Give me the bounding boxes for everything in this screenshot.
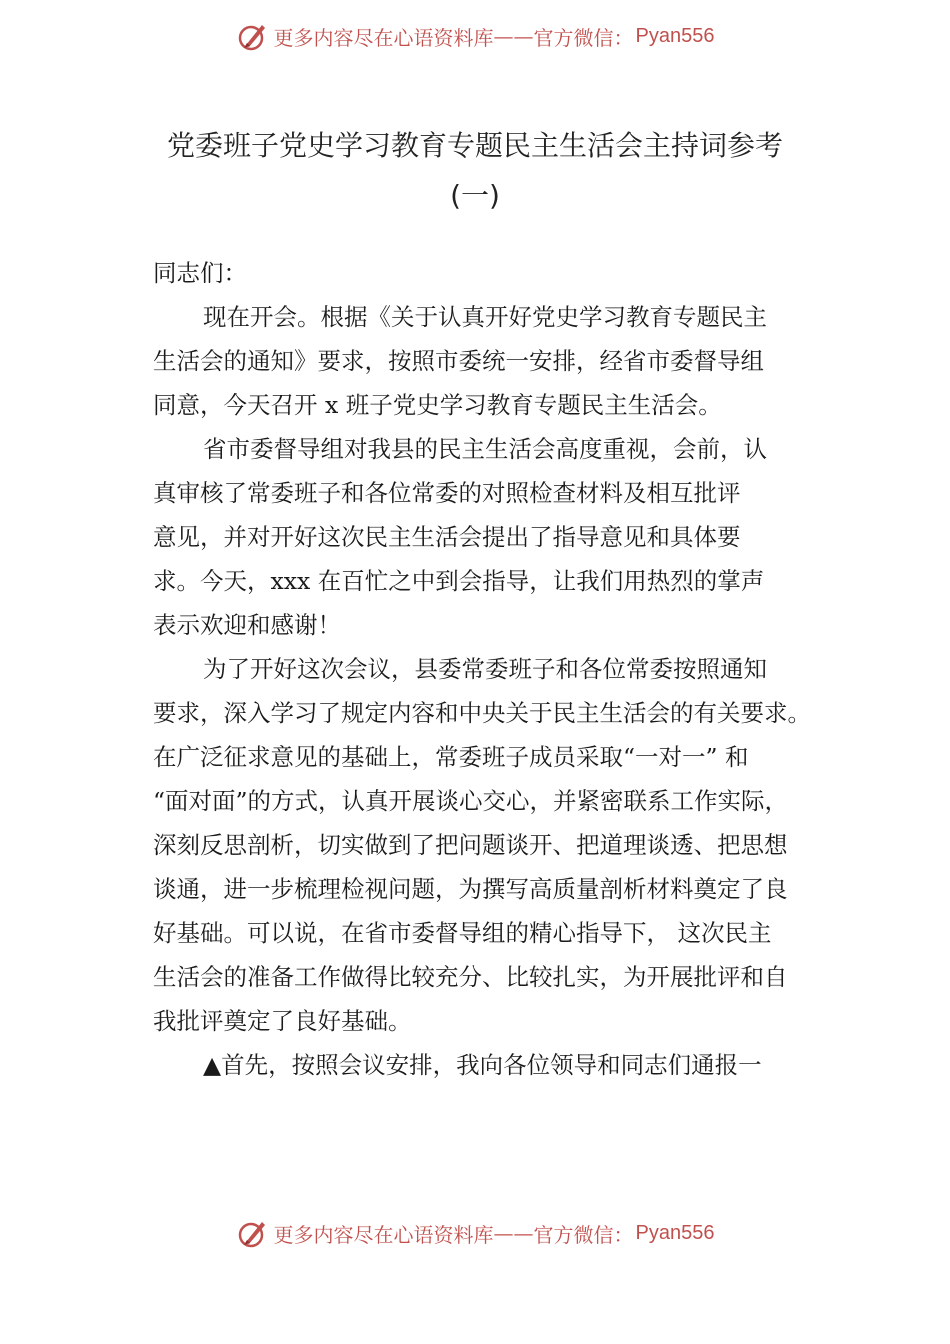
paragraph-line: 意见，并对开好这次民主生活会提出了指导意见和具体要 bbox=[153, 523, 741, 551]
paragraph-line: 为了开好这次会议，县委常委班子和各位常委按照通知 bbox=[203, 655, 767, 683]
document-body bbox=[153, 251, 833, 1087]
paragraph-line: 谈通，进一步梳理检视问题，为撰写高质量剖析材料奠定了良 bbox=[153, 875, 788, 903]
paragraph-line: 表示欢迎和感谢！ bbox=[153, 611, 341, 639]
paragraph-line: 省市委督导组对我县的民主生活会高度重视，会前，认 bbox=[203, 435, 767, 463]
paragraph-line: 在广泛征求意见的基础上，常委班子成员采取“一对一” 和 bbox=[153, 743, 749, 771]
brand-text: 更多内容尽在心语资料库 bbox=[273, 25, 494, 50]
paragraph-line: 真审核了常委班子和各位常委的对照检查材料及相互批评 bbox=[153, 479, 741, 507]
separator-dash: —— bbox=[493, 1221, 534, 1245]
paragraph-line: 生活会的准备工作做得比较充分、比较扎实，为开展批评和自 bbox=[153, 963, 788, 991]
paragraph-line: “面对面”的方式，认真开展谈心交心，并紧密联系工作实际， bbox=[153, 787, 789, 815]
document-title-number: (一) bbox=[450, 179, 500, 212]
footer-banner bbox=[0, 1213, 950, 1253]
header-banner bbox=[0, 16, 950, 56]
brand-text: 更多内容尽在心语资料库 bbox=[273, 1222, 494, 1247]
paragraph-line: 我批评奠定了良好基础。 bbox=[153, 1007, 412, 1035]
wechat-id: Pyan556 bbox=[635, 24, 715, 47]
wechat-label: 官方微信： bbox=[533, 1222, 634, 1247]
quill-logo-icon bbox=[236, 1216, 270, 1250]
paragraph-line: ▲首先，按照会议安排，我向各位领导和同志们通报一 bbox=[203, 1051, 762, 1079]
paragraph-line: 生活会的通知》要求，按照市委统一安排，经省市委督导组 bbox=[153, 347, 764, 375]
paragraph-line: 求。今天，xxx 在百忙之中到会指导，让我们用热烈的掌声 bbox=[153, 567, 765, 595]
quill-logo-icon bbox=[236, 19, 270, 53]
document-title: 党委班子党史学习教育专题民主生活会主持词参考 bbox=[166, 129, 783, 162]
paragraph-line: 现在开会。根据《关于认真开好党史学习教育专题民主 bbox=[203, 303, 767, 331]
paragraph-line: 好基础。可以说，在省市委督导组的精心指导下， 这次民主 bbox=[153, 919, 772, 947]
paragraph-line: 同意，今天召开 x 班子党史学习教育专题民主生活会。 bbox=[153, 391, 722, 419]
wechat-id: Pyan556 bbox=[635, 1221, 715, 1244]
wechat-label: 官方微信： bbox=[533, 25, 634, 50]
paragraph-line: 深刻反思剖析，切实做到了把问题谈开、把道理谈透、把思想 bbox=[153, 831, 788, 859]
separator-dash: —— bbox=[493, 24, 534, 48]
paragraph-line: 要求，深入学习了规定内容和中央关于民主生活会的有关要求。 bbox=[153, 699, 811, 727]
salutation: 同志们： bbox=[153, 259, 247, 287]
